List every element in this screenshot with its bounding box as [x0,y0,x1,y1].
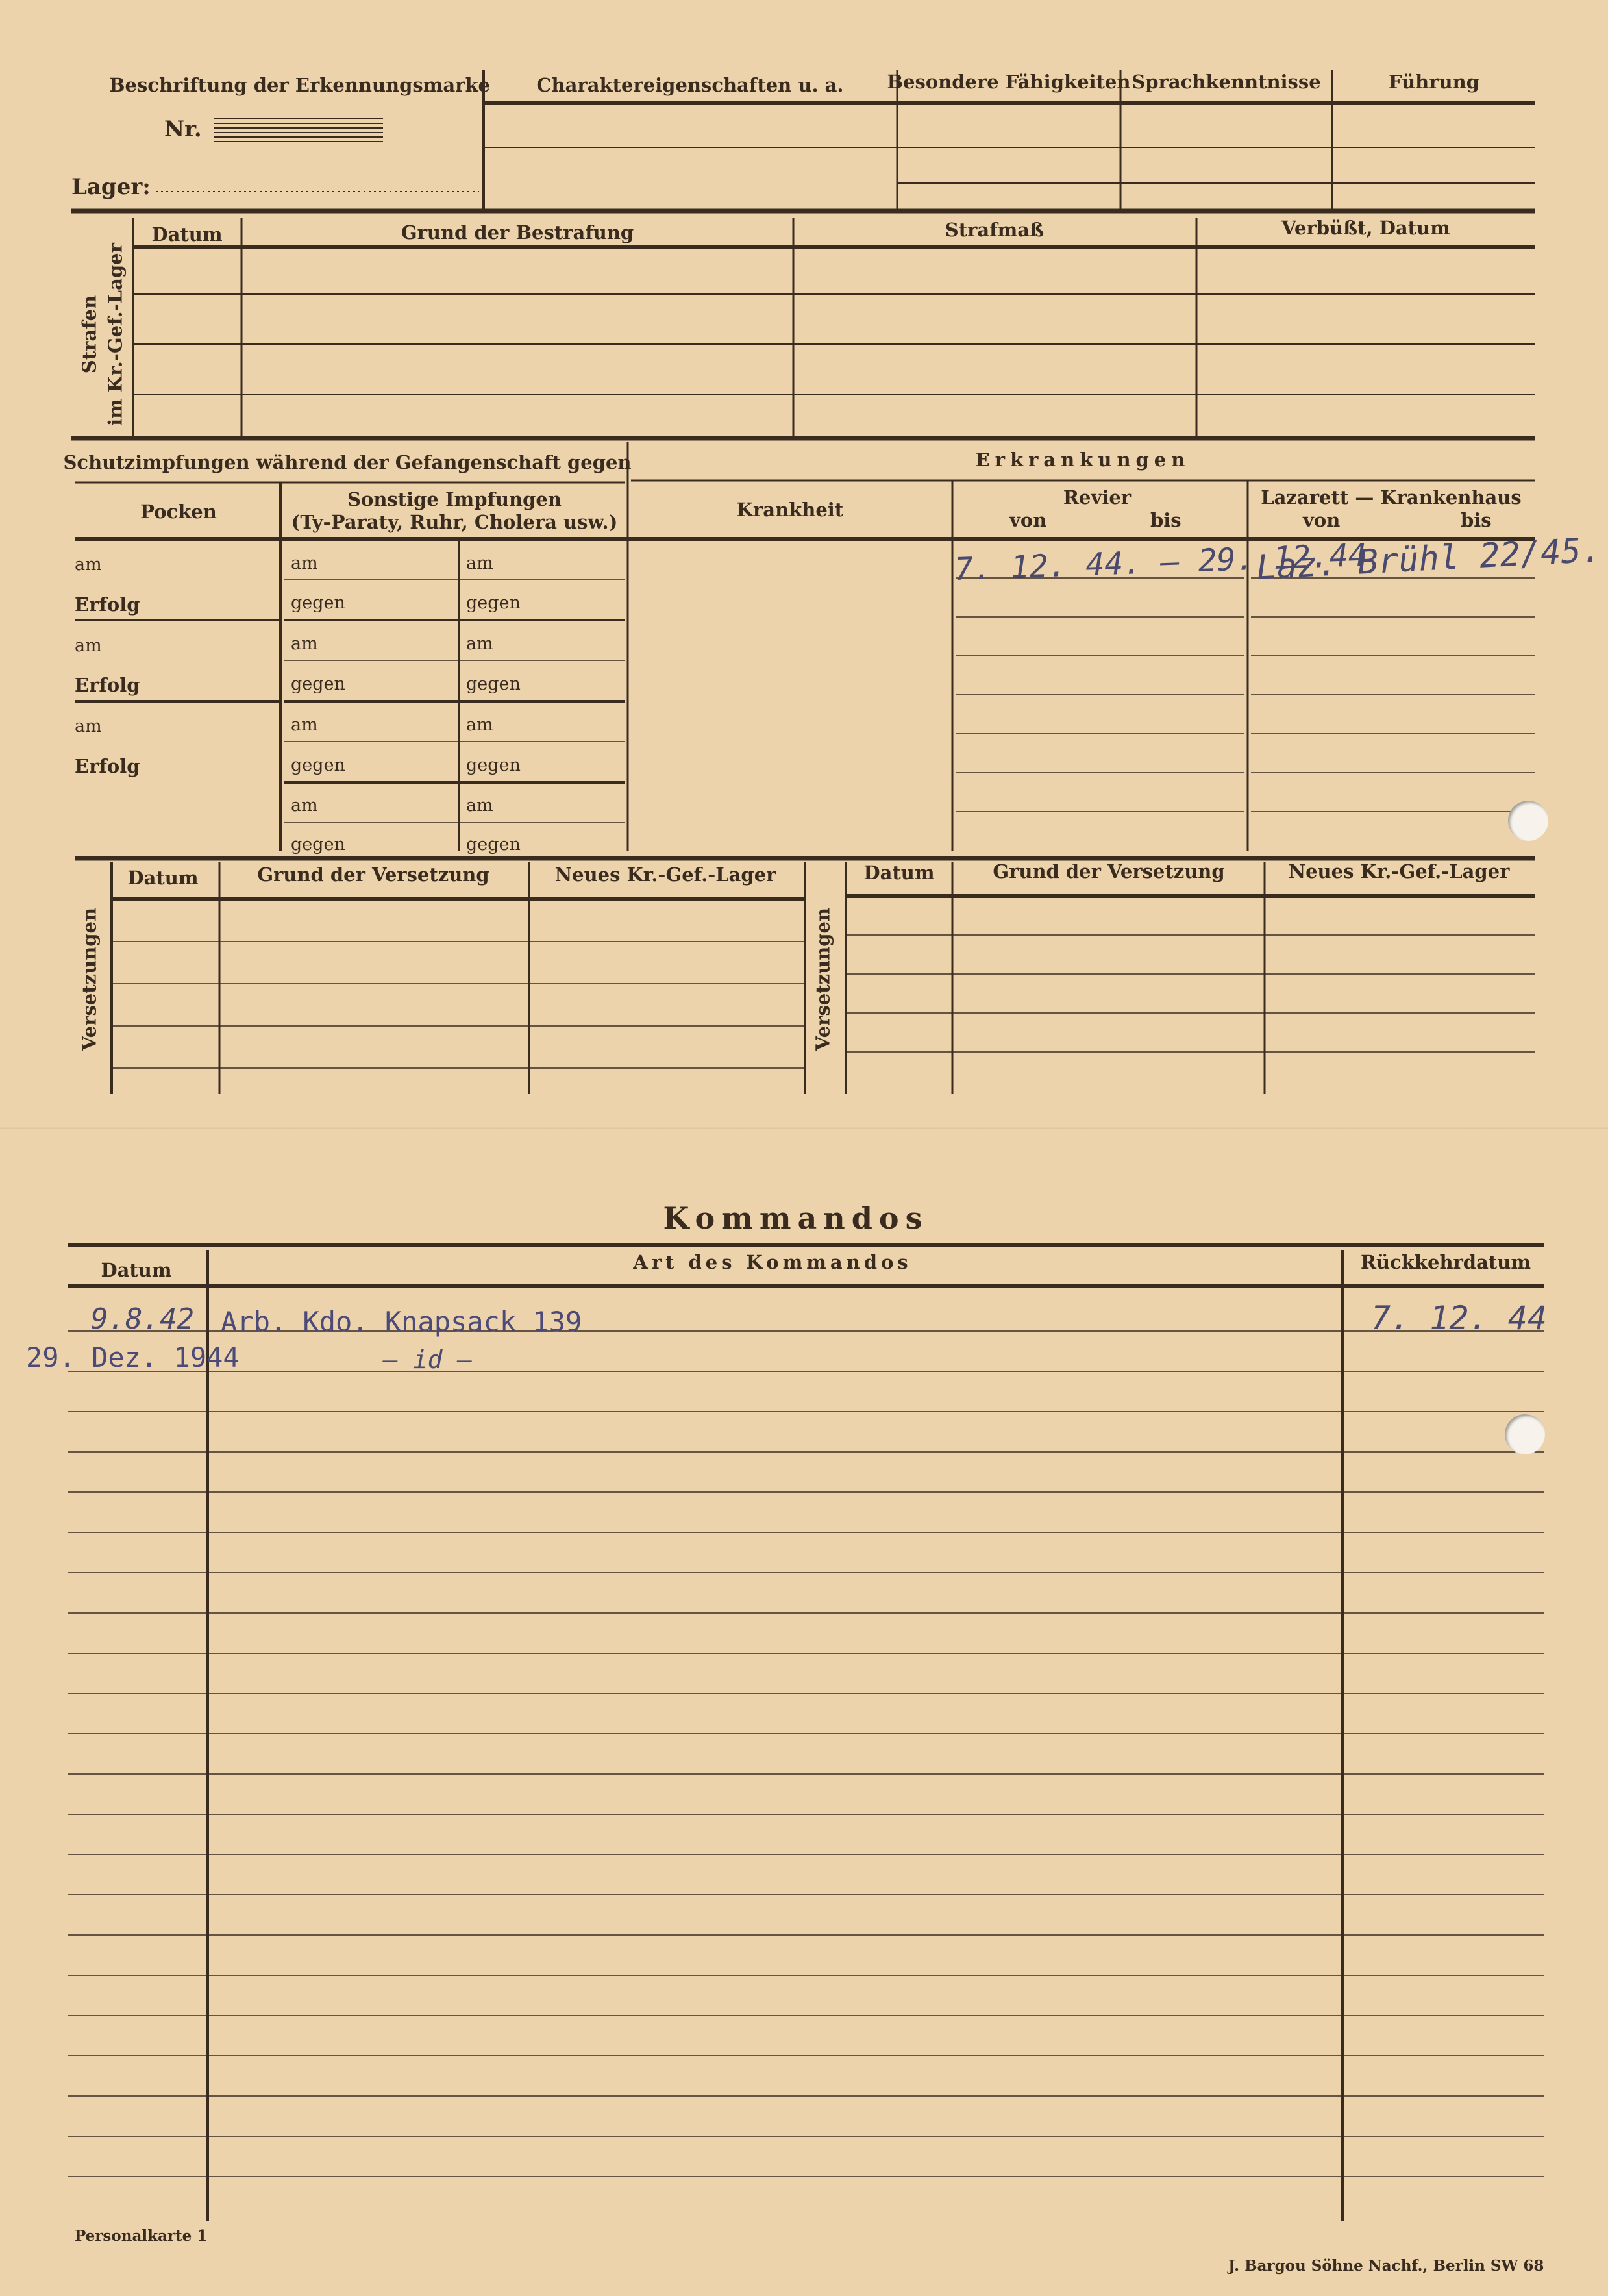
form-id: Personalkarte 1 [75,2227,208,2245]
vacc-gegen-a3: gegen [291,755,345,775]
vacc-am-b4: am [466,795,493,816]
date-stamp: 29. Dez. 1944 [26,1341,240,1373]
vacc-am-a3: am [291,715,318,735]
col-pox: Pocken [140,501,217,523]
vacc-am-b1: am [466,553,493,573]
transfers-side-label-left: Versetzungen [78,907,101,1051]
kommandos-col-return: Rückkehrdatum [1360,1251,1531,1273]
transfers-col-reason-left: Grund der Versetzung [257,864,489,886]
kommando-mark: – id – [383,1345,473,1374]
nr-label: Nr. [164,116,202,142]
sickbay-bis: bis [1150,509,1181,531]
vacc-gegen-b1: gegen [466,593,521,613]
illnesses-title: Erkrankungen [975,449,1191,471]
vacc-gegen-b2: gegen [466,674,521,694]
vacc-gegen-a4: gegen [291,834,345,855]
transfers-side-label-right: Versetzungen [811,907,834,1051]
pox-erfolg-1: Erfolg [75,593,140,616]
pox-erfolg-3: Erfolg [75,755,140,777]
hospital-bis: bis [1461,509,1492,531]
col-illness: Krankheit [736,499,844,521]
col-hospital: Lazarett — Krankenhaus [1261,486,1522,508]
hospital-von: von [1303,509,1341,531]
col-abilities: Besondere Fähigkeiten [887,71,1131,93]
penalties-col-measure: Strafmaß [945,219,1045,241]
kommando-type: Arb. Kdo. Knapsack 139 [221,1306,582,1338]
kommandos-title: Kommandos [663,1201,929,1236]
vacc-am-a1: am [291,553,318,573]
punch-hole-upper [1508,801,1548,841]
penalties-side-label-2: im Kr.-Gef.-Lager [104,243,127,426]
penalties-side-label-1: Strafen [78,295,101,374]
pox-erfolg-2: Erfolg [75,674,140,696]
vacc-am-a4: am [291,795,318,816]
kommando-date: 9.8.42 [91,1303,194,1336]
col-conduct: Führung [1389,71,1479,93]
col-languages: Sprachkenntnisse [1132,71,1321,93]
punch-hole-lower [1505,1414,1545,1454]
pox-am-2: am [75,636,102,656]
printer-imprint: J. Bargou Söhne Nachf., Berlin SW 68 [1228,2257,1544,2275]
kommandos-col-type: Art des Kommandos [633,1251,912,1273]
penalties-col-reason: Grund der Bestrafung [401,221,634,243]
vacc-am-a2: am [291,634,318,654]
vacc-gegen-a1: gegen [291,593,345,613]
lager-label: Lager: [71,174,151,200]
vacc-gegen-a2: gegen [291,674,345,694]
hospital-entry: Laz. Brühl 22/45. [1255,530,1603,588]
pox-am-3: am [75,716,102,736]
col-character: Charaktereigenschaften u. a. [536,74,844,96]
pox-am-1: am [75,555,102,575]
return-date: 7. 12. 44 [1371,1299,1547,1337]
penalties-col-date: Datum [151,223,223,245]
transfers-col-camp-left: Neues Kr.-Gef.-Lager [554,864,776,886]
transfers-col-reason-right: Grund der Versetzung [993,860,1225,882]
vaccinations-title: Schutzimpfungen während der Gefangenschaft gegen [63,451,632,473]
kommandos-col-date: Datum [101,1259,172,1281]
vacc-gegen-b4: gegen [466,834,521,855]
transfers-col-camp-right: Neues Kr.-Gef.-Lager [1288,860,1510,882]
transfers-col-date-right: Datum [863,862,935,884]
tag-label: Beschriftung der Erkennungsmarke [109,74,491,96]
vacc-am-b3: am [466,715,493,735]
vacc-gegen-b3: gegen [466,755,521,775]
penalties-col-served: Verbüßt, Datum [1281,217,1450,239]
col-other-1: Sonstige Impfungen [347,488,562,510]
col-other-2: (Ty-Paraty, Ruhr, Cholera usw.) [291,511,618,533]
transfers-col-date-left: Datum [127,867,199,889]
sickbay-entry: 7. 12. 44. – 29. 12.44 [954,536,1368,588]
col-sickbay: Revier [1063,486,1132,508]
sickbay-von: von [1009,509,1047,531]
vacc-am-b2: am [466,634,493,654]
